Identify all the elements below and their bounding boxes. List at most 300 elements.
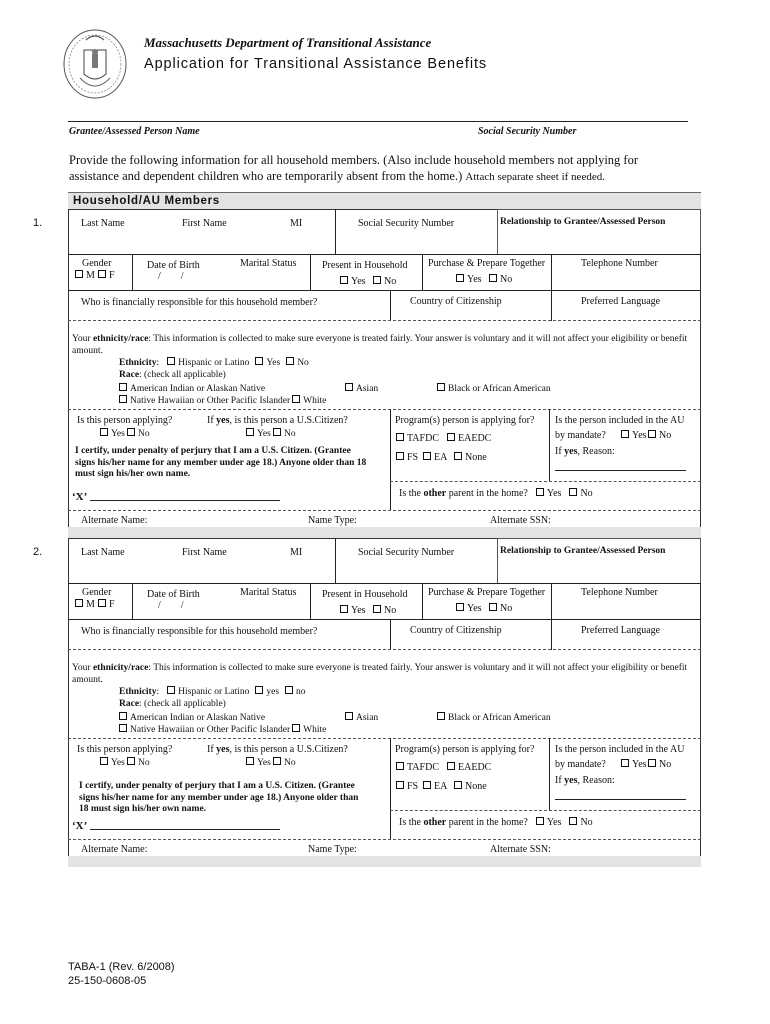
gender-m-option	[75, 599, 95, 611]
program-none-checkbox[interactable]	[454, 781, 462, 789]
present-yes-checkbox[interactable]	[340, 605, 348, 613]
present-in-household-label: Present in Household	[322, 260, 408, 271]
ethnicity-yes-option	[255, 358, 280, 368]
gender-label: Gender	[82, 258, 112, 269]
row2-divider-d	[551, 584, 552, 620]
race-white-checkbox[interactable]	[292, 724, 300, 732]
program-ea-checkbox[interactable]	[423, 452, 431, 460]
purchase-no-label: No	[500, 274, 513, 285]
other-parent-post: parent in the home?	[446, 817, 528, 828]
programs-question: Program(s) person is applying for?	[395, 744, 535, 755]
form-title: Application for Transitional Assistance Benefits	[144, 56, 488, 72]
citizen-no-checkbox[interactable]	[273, 757, 281, 765]
ethnicity-intro-post: : This information is collected to make sure everyone is treated fairly. Your answer is voluntary and it will not affect your eligibility or benefit amount.	[72, 334, 688, 356]
program-eaedc-option	[447, 762, 491, 774]
financial-responsibility-label: Who is financially responsible for this household member?	[81, 626, 318, 637]
alternate-ssn-label: Alternate SSN:	[490, 515, 551, 526]
ssn-field-label: Social Security Number	[358, 218, 455, 229]
row2-divider-c	[422, 255, 423, 291]
au-no-option	[648, 430, 671, 442]
citizen-no-checkbox[interactable]	[273, 428, 281, 436]
ethnicity-no-checkbox[interactable]	[286, 357, 294, 365]
citizen-yes-option	[246, 757, 271, 769]
signature-line[interactable]	[90, 500, 280, 501]
row2-bottom-line	[68, 619, 701, 620]
telephone-label: Telephone Number	[581, 587, 658, 598]
race-asian-option	[345, 712, 378, 724]
race-hawaiian-checkbox[interactable]	[119, 395, 127, 403]
race-american-indian-option	[119, 383, 265, 395]
hispanic-label: Hispanic or Latino	[178, 687, 250, 697]
gender-f-label: F	[109, 270, 115, 281]
ethnicity-intro-post: : This information is collected to make sure everyone is treated fairly. Your answer is voluntary and it will not affect your eligibility or benefit amount.	[72, 663, 688, 685]
reason-pre: If	[555, 775, 565, 786]
race-row	[119, 370, 226, 381]
other-parent-no-option	[569, 488, 592, 499]
row2-divider-b	[310, 584, 311, 620]
citizen-pre: If	[207, 744, 217, 755]
program-tafdc-checkbox[interactable]	[396, 762, 404, 770]
au-mandate-label: by mandate?	[555, 759, 606, 770]
row3-divider-a	[390, 291, 391, 321]
ssn-label: Social Security Number	[478, 126, 577, 137]
row3-bottom-line	[68, 320, 701, 321]
massachusetts-seal-icon	[62, 28, 128, 100]
citizen-no-label: No	[284, 429, 296, 439]
programs-divider-a	[390, 409, 391, 511]
ethnicity-no-option	[285, 687, 306, 697]
ethnicity-intro	[72, 662, 692, 686]
applying-question: Is this person applying?	[77, 415, 173, 426]
reason-line[interactable]	[555, 799, 686, 800]
applying-question: Is this person applying?	[77, 744, 173, 755]
present-yes-option	[340, 605, 366, 617]
dob-label: Date of Birth	[147, 589, 200, 600]
programs-divider-b	[549, 409, 550, 481]
grantee-name-label: Grantee/Assessed Person Name	[69, 126, 200, 137]
row1-bottom-line	[68, 583, 701, 584]
program-eaedc-checkbox[interactable]	[447, 433, 455, 441]
ethnicity-yes-option	[255, 687, 279, 697]
member-number: 2.	[33, 546, 43, 558]
other-parent-top-line	[390, 810, 701, 811]
reason-bold: yes	[564, 775, 578, 786]
other-parent-yes-checkbox[interactable]	[536, 817, 544, 825]
dob-separators: / /	[158, 271, 184, 282]
purchase-no-label: No	[500, 603, 513, 614]
ssn-field-label: Social Security Number	[358, 547, 455, 558]
ethnicity-intro-bold: ethnicity/race	[92, 334, 149, 344]
other-parent-pre: Is the	[399, 817, 424, 828]
present-no-checkbox[interactable]	[373, 605, 381, 613]
alternate-ssn-label: Alternate SSN:	[490, 844, 551, 855]
row2-divider-a	[132, 584, 133, 620]
signature-x: ‘X’	[72, 820, 88, 832]
mi-label: MI	[290, 547, 303, 558]
present-no-option	[373, 276, 396, 288]
ethnicity-no-checkbox[interactable]	[285, 686, 293, 694]
other-parent-no-checkbox[interactable]	[569, 488, 577, 496]
reason-label	[555, 775, 615, 787]
race-asian-label: Asian	[356, 713, 379, 723]
citizen-bold: yes	[216, 415, 230, 426]
financial-responsibility-label: Who is financially responsible for this household member?	[81, 297, 318, 308]
program-ea-checkbox[interactable]	[423, 781, 431, 789]
present-no-checkbox[interactable]	[373, 276, 381, 284]
race-note: : (check all applicable)	[139, 699, 226, 709]
purchase-prepare-label: Purchase & Prepare Together	[428, 587, 546, 598]
reason-pre: If	[555, 446, 565, 457]
ethnicity-no-label: No	[297, 358, 309, 368]
row2-divider-a	[132, 255, 133, 291]
applying-no-option	[127, 428, 150, 440]
program-tafdc-checkbox[interactable]	[396, 433, 404, 441]
hispanic-option	[167, 687, 249, 697]
ethnicity-label: Ethnicity	[119, 687, 157, 697]
relationship-label: Relationship to Grantee/Assessed Person	[500, 217, 666, 227]
programs-question: Program(s) person is applying for?	[395, 415, 535, 426]
citizen-pre: If	[207, 415, 217, 426]
race-black-label: Black or African American	[448, 384, 551, 394]
applying-yes-label: Yes	[111, 429, 125, 439]
ethnicity-row	[119, 357, 315, 369]
present-no-label: No	[384, 276, 397, 287]
hispanic-option	[167, 358, 249, 368]
citizen-yes-option	[246, 428, 271, 440]
ethnicity-bottom-line	[68, 409, 701, 410]
preferred-language-label: Preferred Language	[581, 296, 661, 307]
citizenship-label: Country of Citizenship	[410, 625, 502, 636]
race-black-checkbox[interactable]	[437, 383, 445, 391]
present-yes-option	[340, 276, 366, 288]
present-in-household-label: Present in Household	[322, 589, 408, 600]
name-input[interactable]	[68, 538, 336, 584]
program-fs-option	[396, 452, 418, 464]
au-question: Is the person included in the AU	[555, 744, 685, 755]
race-american-indian-label: American Indian or Alaskan Native	[130, 713, 266, 723]
gender-m-checkbox[interactable]	[75, 599, 83, 607]
program-ea-option	[423, 781, 447, 793]
member-number: 1.	[33, 217, 43, 229]
preferred-language-label: Preferred Language	[581, 625, 661, 636]
alternate-name-label: Alternate Name:	[81, 515, 148, 526]
program-ea-option	[423, 452, 447, 464]
program-eaedc-label: EAEDC	[458, 433, 492, 444]
dob-label: Date of Birth	[147, 260, 200, 271]
citizen-no-label: No	[284, 758, 296, 768]
program-tafdc-label: TAFDC	[407, 433, 439, 444]
au-no-checkbox[interactable]	[648, 430, 656, 438]
applying-no-option	[127, 757, 150, 769]
program-tafdc-option	[396, 762, 439, 774]
name-type-label: Name Type:	[308, 844, 357, 855]
race-hawaiian-label: Native Hawaiian or Other Pacific Islander	[130, 396, 291, 406]
gender-m-option	[75, 270, 95, 282]
program-ea-label: EA	[434, 452, 448, 463]
row3-bottom-line	[68, 649, 701, 650]
citizen-question	[207, 415, 348, 427]
department-name: Massachusetts Department of Transitional Assistance	[144, 35, 432, 50]
gender-label: Gender	[82, 587, 112, 598]
telephone-label: Telephone Number	[581, 258, 658, 269]
block-separator-bar	[68, 856, 701, 867]
first-name-label: First Name	[182, 218, 227, 229]
other-parent-no-label: No	[580, 488, 593, 499]
other-parent-row	[399, 817, 601, 829]
race-black-checkbox[interactable]	[437, 712, 445, 720]
gender-f-option	[98, 599, 115, 611]
au-yes-label: Yes	[632, 430, 647, 441]
state-seal	[62, 28, 128, 100]
other-parent-top-line	[390, 481, 701, 482]
dob-separators: / /	[158, 600, 184, 611]
race-black-label: Black or African American	[448, 713, 551, 723]
race-asian-label: Asian	[356, 384, 379, 394]
ssn-input[interactable]	[336, 209, 497, 255]
row2-bottom-line	[68, 290, 701, 291]
grantee-name-line	[68, 121, 688, 122]
program-tafdc-option	[396, 433, 439, 445]
gender-f-label: F	[109, 599, 115, 610]
purchase-yes-label: Yes	[467, 274, 482, 285]
present-no-option	[373, 605, 396, 617]
ethnicity-colon: :	[156, 687, 160, 697]
race-label: Race	[119, 370, 140, 380]
row3-divider-b	[551, 620, 552, 650]
applying-yes-option	[100, 757, 125, 769]
block-separator-bar	[68, 527, 701, 538]
citizen-post: , is this person a U.S.Citizen?	[229, 415, 348, 426]
ethnicity-yes-checkbox[interactable]	[255, 686, 263, 694]
row2-divider-c	[422, 584, 423, 620]
row3-divider-a	[390, 620, 391, 650]
citizenship-label: Country of Citizenship	[410, 296, 502, 307]
present-no-label: No	[384, 605, 397, 616]
ethnicity-yes-checkbox[interactable]	[255, 357, 263, 365]
ethnicity-bottom-line	[68, 738, 701, 739]
marital-status-label: Marital Status	[240, 587, 297, 598]
reason-bold: yes	[564, 446, 578, 457]
gender-f-checkbox[interactable]	[98, 270, 106, 278]
present-yes-label: Yes	[351, 605, 366, 616]
program-fs-checkbox[interactable]	[396, 452, 404, 460]
program-fs-checkbox[interactable]	[396, 781, 404, 789]
program-eaedc-option	[447, 433, 491, 445]
ethnicity-row	[119, 686, 312, 698]
citizen-yes-checkbox[interactable]	[246, 428, 254, 436]
relationship-box[interactable]	[497, 209, 701, 255]
citizen-bold: yes	[216, 744, 230, 755]
purchase-no-option	[489, 274, 512, 286]
program-none-label: None	[465, 781, 487, 792]
race-white-label: White	[303, 725, 327, 735]
ethnicity-no-label: no	[296, 687, 306, 697]
au-yes-label: Yes	[632, 759, 647, 770]
ethnicity-no-option	[286, 358, 309, 368]
other-parent-no-checkbox[interactable]	[569, 817, 577, 825]
present-yes-label: Yes	[351, 276, 366, 287]
au-no-label: No	[659, 759, 672, 770]
race-black-option	[437, 712, 551, 724]
program-none-option	[454, 452, 487, 464]
race-american-indian-checkbox[interactable]	[119, 383, 127, 391]
au-mandate-label: by mandate?	[555, 430, 606, 441]
race-american-indian-checkbox[interactable]	[119, 712, 127, 720]
other-parent-yes-label: Yes	[546, 817, 562, 828]
other-parent-yes-option	[536, 817, 562, 828]
program-fs-option	[396, 781, 418, 793]
program-eaedc-checkbox[interactable]	[447, 762, 455, 770]
race-hawaiian-label: Native Hawaiian or Other Pacific Islander	[130, 725, 291, 735]
name-input[interactable]	[68, 209, 336, 255]
purchase-yes-checkbox[interactable]	[456, 274, 464, 282]
race-white-label: White	[303, 396, 327, 406]
citizen-no-option	[273, 428, 296, 440]
applying-no-checkbox[interactable]	[127, 428, 135, 436]
ethnicity-intro-pre: Your	[72, 334, 93, 344]
gender-f-option	[98, 270, 115, 282]
marital-status-label: Marital Status	[240, 258, 297, 269]
race-row	[119, 699, 226, 710]
ethnicity-label: Ethnicity	[119, 358, 157, 368]
au-question: Is the person included in the AU	[555, 415, 685, 426]
program-none-option	[454, 781, 487, 793]
race-black-option	[437, 383, 551, 395]
purchase-no-option	[489, 603, 512, 615]
au-yes-checkbox[interactable]	[621, 759, 629, 767]
citizen-question	[207, 744, 348, 756]
program-none-label: None	[465, 452, 487, 463]
race-asian-checkbox[interactable]	[345, 383, 353, 391]
purchase-yes-checkbox[interactable]	[456, 603, 464, 611]
au-yes-option	[621, 759, 647, 771]
citizenship-certification: I certify, under penalty of perjury that I am a U.S. Citizen. (Grantee signs his/her name for any member under age 18.) Anyone older than 18 must sign his/her own name.	[79, 781, 359, 814]
citizen-yes-label: Yes	[257, 758, 271, 768]
form-id: TABA-1 (Rev. 6/2008)	[68, 961, 175, 973]
gender-m-label: M	[86, 270, 95, 281]
ssn-input[interactable]	[336, 538, 497, 584]
reason-line[interactable]	[555, 470, 686, 471]
program-none-checkbox[interactable]	[454, 452, 462, 460]
race-hawaiian-white-row	[119, 395, 326, 407]
applying-yes-label: Yes	[111, 758, 125, 768]
program-ea-label: EA	[434, 781, 448, 792]
relationship-label: Relationship to Grantee/Assessed Person	[500, 546, 666, 556]
row2-divider-d	[551, 255, 552, 291]
ethnicity-intro	[72, 333, 692, 357]
purchase-no-checkbox[interactable]	[489, 603, 497, 611]
race-label: Race	[119, 699, 140, 709]
citizen-post: , is this person a U.S.Citizen?	[229, 744, 348, 755]
other-parent-bold: other	[423, 817, 447, 828]
intro-text	[69, 152, 681, 185]
other-parent-yes-checkbox[interactable]	[536, 488, 544, 496]
au-no-checkbox[interactable]	[648, 759, 656, 767]
au-no-option	[648, 759, 671, 771]
other-parent-post: parent in the home?	[446, 488, 528, 499]
applying-yes-checkbox[interactable]	[100, 428, 108, 436]
hispanic-label: Hispanic or Latino	[178, 358, 250, 368]
other-parent-no-option	[569, 817, 592, 828]
gender-f-checkbox[interactable]	[98, 599, 106, 607]
au-yes-option	[621, 430, 647, 442]
gender-m-label: M	[86, 599, 95, 610]
program-fs-label: FS	[407, 452, 419, 463]
purchase-prepare-label: Purchase & Prepare Together	[428, 258, 546, 269]
program-tafdc-label: TAFDC	[407, 762, 439, 773]
race-white-checkbox[interactable]	[292, 395, 300, 403]
ethnicity-yes-label: yes	[266, 687, 280, 697]
applying-no-label: No	[138, 758, 150, 768]
relationship-box[interactable]	[497, 538, 701, 584]
applying-yes-checkbox[interactable]	[100, 757, 108, 765]
hispanic-checkbox[interactable]	[167, 357, 175, 365]
au-no-label: No	[659, 430, 672, 441]
citizenship-certification: I certify, under penalty of perjury that I am a U.S. Citizen. (Grantee signs his/her name for any member under age 18.) Anyone older than 18 must sign his/her own name.	[75, 446, 367, 479]
other-parent-yes-label: Yes	[546, 488, 562, 499]
other-parent-no-label: No	[580, 817, 593, 828]
citizen-yes-label: Yes	[257, 429, 271, 439]
race-american-indian-label: American Indian or Alaskan Native	[130, 384, 266, 394]
programs-divider-a	[390, 738, 391, 840]
first-name-label: First Name	[182, 547, 227, 558]
au-yes-checkbox[interactable]	[621, 430, 629, 438]
alternate-name-label: Alternate Name:	[81, 844, 148, 855]
race-hawaiian-checkbox[interactable]	[119, 724, 127, 732]
reason-label	[555, 446, 615, 458]
intro-attach: Attach separate sheet if needed.	[465, 171, 605, 183]
program-eaedc-label: EAEDC	[458, 762, 492, 773]
ethnicity-intro-pre: Your	[72, 663, 93, 673]
name-type-label: Name Type:	[308, 515, 357, 526]
program-fs-label: FS	[407, 781, 419, 792]
programs-divider-b	[549, 738, 550, 810]
purchase-no-checkbox[interactable]	[489, 274, 497, 282]
reason-post: , Reason:	[577, 775, 615, 786]
purchase-yes-option	[456, 603, 482, 615]
applying-no-checkbox[interactable]	[127, 757, 135, 765]
last-name-label: Last Name	[81, 547, 125, 558]
form-code: 25-150-0608-05	[68, 975, 147, 987]
race-asian-checkbox[interactable]	[345, 712, 353, 720]
signature-line[interactable]	[90, 829, 280, 830]
ethnicity-yes-label: Yes	[266, 358, 281, 368]
alternate-top-line	[68, 510, 701, 511]
section-title: Household/AU Members	[73, 195, 220, 207]
purchase-yes-label: Yes	[467, 603, 482, 614]
applying-no-label: No	[138, 429, 150, 439]
race-note: : (check all applicable)	[139, 370, 226, 380]
present-yes-checkbox[interactable]	[340, 276, 348, 284]
applying-yes-option	[100, 428, 125, 440]
ethnicity-colon: :	[156, 358, 160, 368]
race-american-indian-option	[119, 712, 265, 724]
ethnicity-intro-bold: ethnicity/race	[92, 663, 149, 673]
alternate-top-line	[68, 839, 701, 840]
hispanic-checkbox[interactable]	[167, 686, 175, 694]
citizen-no-option	[273, 757, 296, 769]
purchase-yes-option	[456, 274, 482, 286]
race-hawaiian-white-row	[119, 724, 326, 736]
row2-divider-b	[310, 255, 311, 291]
row3-divider-b	[551, 291, 552, 321]
intro-main: Provide the following information for all household members. (Also include household members not applying for assistance and dependent children who are temporarily absent from the home.)	[69, 153, 638, 183]
citizen-yes-checkbox[interactable]	[246, 757, 254, 765]
row1-bottom-line	[68, 254, 701, 255]
other-parent-pre: Is the	[399, 488, 424, 499]
gender-m-checkbox[interactable]	[75, 270, 83, 278]
other-parent-yes-option	[536, 488, 562, 499]
